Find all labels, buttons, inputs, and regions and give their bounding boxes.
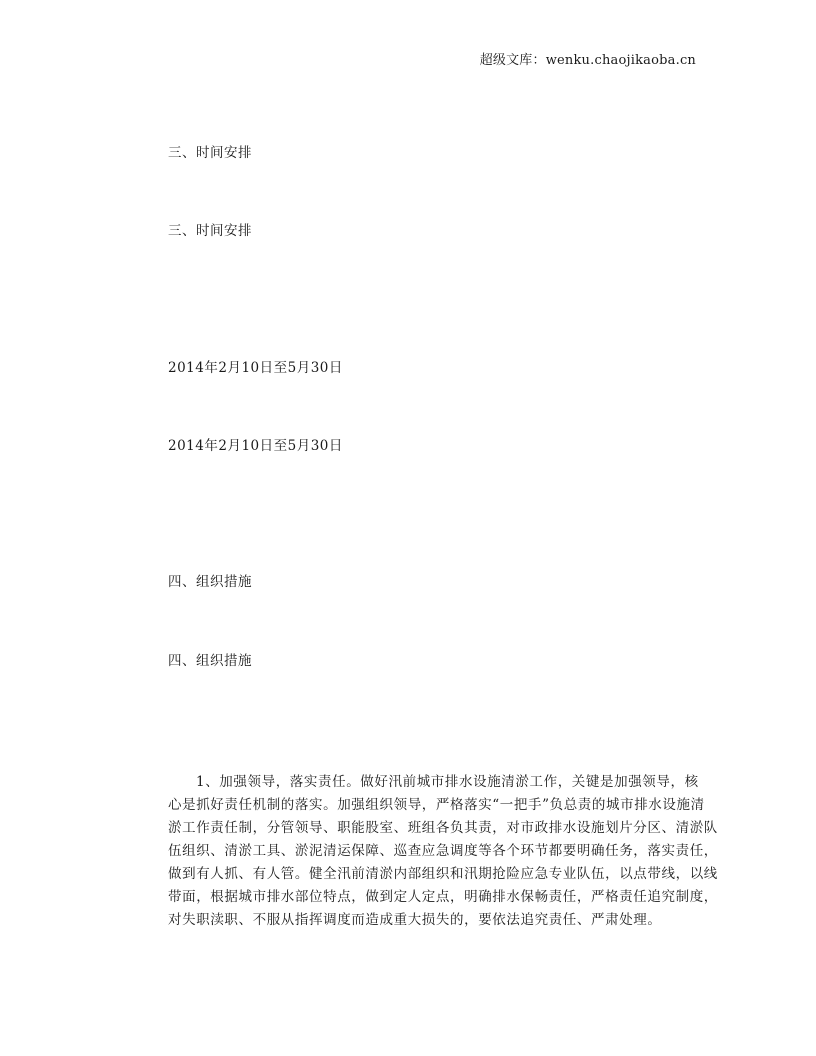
schedule-date-range: 2014年2月10日至5月30日: [168, 360, 343, 376]
paragraph-line: 伍组织、清淤工具、淤泥清运保障、巡查应急调度等各个环节都要明确任务，落实责任，: [168, 843, 718, 859]
schedule-date-range-duplicate: 2014年2月10日至5月30日: [168, 438, 343, 454]
paragraph-line: 1、加强领导，落实责任。做好汛前城市排水设施清淤工作，关键是加强领导，核: [196, 774, 699, 790]
paragraph-line: 带面，根据城市排水部位特点，做到定人定点，明确排水保畅责任，严格责任追究制度，: [168, 889, 718, 905]
paragraph-line: 淤工作责任制，分管领导、职能股室、班组各负其责，对市政排水设施划片分区、清淤队: [168, 820, 718, 836]
section-heading-organization: 四、组织措施: [168, 574, 252, 590]
paragraph-line: 心是抓好责任机制的落实。加强组织领导，严格落实“一把手”负总责的城市排水设施清: [168, 797, 705, 813]
section-heading-organization-duplicate: 四、组织措施: [168, 653, 252, 669]
page-header-source: 超级文库：wenku.chaojikaoba.cn: [479, 53, 696, 68]
body-paragraph-leadership: [168, 771, 718, 932]
paragraph-line: 做到有人抓、有人管。健全汛前清淤内部组织和汛期抢险应急专业队伍，以点带线，以线: [168, 866, 718, 882]
paragraph-line: 对失职渎职、不服从指挥调度而造成重大损失的，要依法追究责任、严肃处理。: [168, 912, 662, 928]
section-heading-schedule: 三、时间安排: [168, 145, 252, 161]
section-heading-schedule-duplicate: 三、时间安排: [168, 223, 252, 239]
